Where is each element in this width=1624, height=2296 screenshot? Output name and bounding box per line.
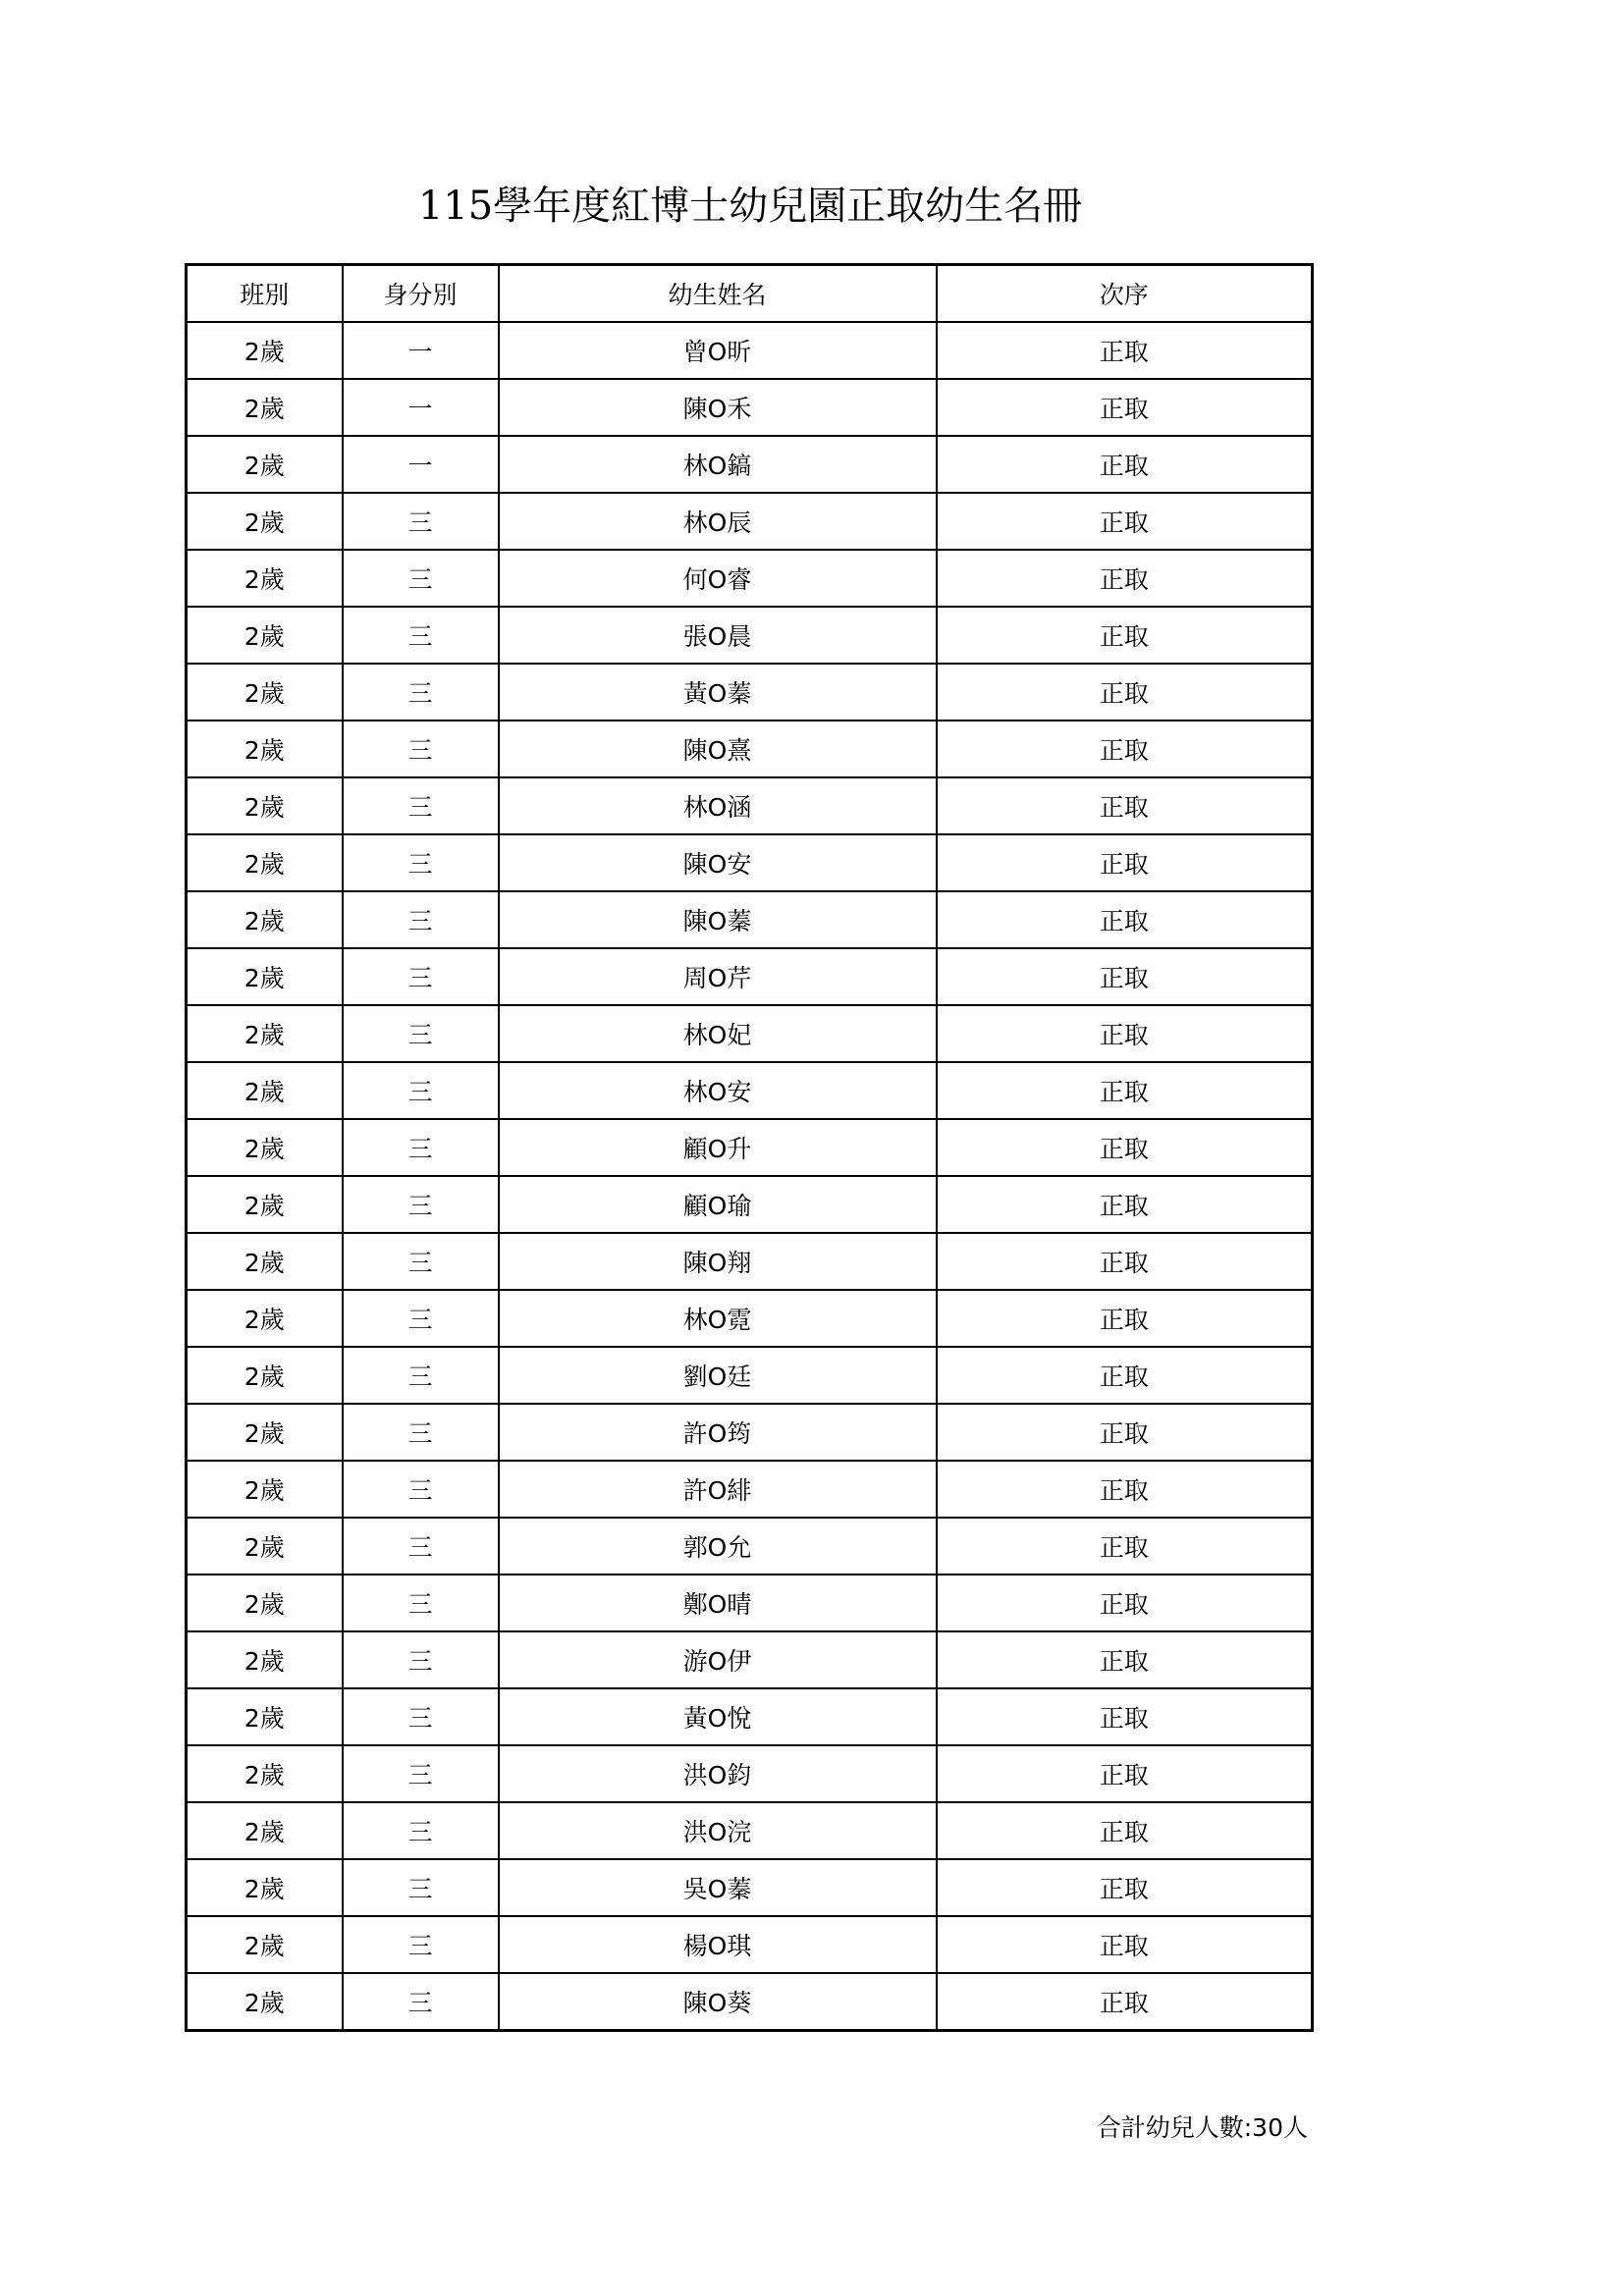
table-row (187, 379, 1313, 436)
cell-class: 2歲 (187, 948, 343, 1005)
cell-class: 2歲 (187, 1290, 343, 1347)
cell-class: 2歲 (187, 721, 343, 777)
cell-class: 2歲 (187, 834, 343, 891)
cell-child-name: 游O伊 (499, 1631, 937, 1688)
cell-identity: 三 (343, 1745, 499, 1802)
cell-identity: 三 (343, 721, 499, 777)
table-row (187, 1005, 1313, 1062)
cell-identity: 三 (343, 1802, 499, 1859)
header-identity: 身分別 (343, 265, 499, 323)
table-row (187, 1859, 1313, 1916)
table-row (187, 1802, 1313, 1859)
table-row (187, 550, 1313, 607)
cell-identity: 三 (343, 1631, 499, 1688)
table-row (187, 1290, 1313, 1347)
cell-order: 正取 (937, 1745, 1313, 1802)
cell-order: 正取 (937, 1859, 1313, 1916)
table-body (187, 322, 1313, 2031)
table-row (187, 948, 1313, 1005)
cell-class: 2歲 (187, 607, 343, 664)
cell-child-name: 顧O瑜 (499, 1176, 937, 1233)
cell-class: 2歲 (187, 1631, 343, 1688)
cell-order: 正取 (937, 607, 1313, 664)
cell-child-name: 吳O蓁 (499, 1859, 937, 1916)
cell-identity: 三 (343, 948, 499, 1005)
cell-identity: 三 (343, 607, 499, 664)
cell-identity: 三 (343, 1005, 499, 1062)
cell-identity: 三 (343, 1062, 499, 1119)
cell-order: 正取 (937, 1575, 1313, 1631)
table-row (187, 1461, 1313, 1518)
cell-child-name: 曾O昕 (499, 322, 937, 379)
cell-order: 正取 (937, 1404, 1313, 1461)
cell-class: 2歲 (187, 1973, 343, 2031)
table-row (187, 436, 1313, 493)
cell-identity: 三 (343, 1575, 499, 1631)
table-row (187, 834, 1313, 891)
cell-identity: 三 (343, 1119, 499, 1176)
cell-class: 2歲 (187, 322, 343, 379)
total-count: 合計幼兒人數:30人 (1096, 2113, 1308, 2142)
table-row (187, 1973, 1313, 2031)
table-row (187, 1062, 1313, 1119)
cell-order: 正取 (937, 777, 1313, 834)
cell-class: 2歲 (187, 1518, 343, 1575)
cell-class: 2歲 (187, 493, 343, 550)
cell-class: 2歲 (187, 664, 343, 721)
cell-order: 正取 (937, 664, 1313, 721)
cell-order: 正取 (937, 1176, 1313, 1233)
cell-child-name: 林O鎬 (499, 436, 937, 493)
cell-order: 正取 (937, 550, 1313, 607)
table-row (187, 1233, 1313, 1290)
header-class: 班別 (187, 265, 343, 323)
header-order: 次序 (937, 265, 1313, 323)
table-row (187, 1404, 1313, 1461)
cell-class: 2歲 (187, 1916, 343, 1973)
cell-class: 2歲 (187, 1233, 343, 1290)
table-row (187, 1916, 1313, 1973)
cell-order: 正取 (937, 1916, 1313, 1973)
cell-class: 2歲 (187, 379, 343, 436)
cell-child-name: 許O筠 (499, 1404, 937, 1461)
table-row (187, 1631, 1313, 1688)
cell-child-name: 林O辰 (499, 493, 937, 550)
cell-order: 正取 (937, 1973, 1313, 2031)
cell-identity: 三 (343, 664, 499, 721)
cell-order: 正取 (937, 1290, 1313, 1347)
table-row (187, 493, 1313, 550)
cell-child-name: 林O妃 (499, 1005, 937, 1062)
cell-child-name: 洪O鈞 (499, 1745, 937, 1802)
cell-order: 正取 (937, 1688, 1313, 1745)
cell-identity: 三 (343, 1916, 499, 1973)
table-header-row (187, 265, 1313, 323)
table-row (187, 1119, 1313, 1176)
cell-child-name: 陳O熹 (499, 721, 937, 777)
cell-order: 正取 (937, 891, 1313, 948)
table-row (187, 721, 1313, 777)
cell-identity: 三 (343, 1518, 499, 1575)
admission-roster-table (185, 263, 1314, 2032)
cell-identity: 三 (343, 777, 499, 834)
cell-identity: 三 (343, 1290, 499, 1347)
cell-child-name: 洪O浣 (499, 1802, 937, 1859)
cell-class: 2歲 (187, 1745, 343, 1802)
cell-identity: 三 (343, 891, 499, 948)
cell-identity: 三 (343, 1404, 499, 1461)
cell-class: 2歲 (187, 1005, 343, 1062)
cell-order: 正取 (937, 1461, 1313, 1518)
cell-child-name: 林O霓 (499, 1290, 937, 1347)
cell-class: 2歲 (187, 1688, 343, 1745)
cell-child-name: 黃O悅 (499, 1688, 937, 1745)
cell-class: 2歲 (187, 1347, 343, 1404)
cell-identity: 三 (343, 493, 499, 550)
cell-child-name: 鄭O晴 (499, 1575, 937, 1631)
cell-class: 2歲 (187, 1802, 343, 1859)
cell-order: 正取 (937, 379, 1313, 436)
cell-order: 正取 (937, 948, 1313, 1005)
cell-identity: 一 (343, 379, 499, 436)
table-row (187, 1518, 1313, 1575)
table-row (187, 607, 1313, 664)
cell-identity: 三 (343, 1176, 499, 1233)
cell-class: 2歲 (187, 436, 343, 493)
cell-child-name: 林O涵 (499, 777, 937, 834)
cell-class: 2歲 (187, 1461, 343, 1518)
cell-identity: 三 (343, 1859, 499, 1916)
table-row (187, 777, 1313, 834)
cell-order: 正取 (937, 1062, 1313, 1119)
cell-order: 正取 (937, 1119, 1313, 1176)
cell-class: 2歲 (187, 1119, 343, 1176)
table-row (187, 664, 1313, 721)
cell-class: 2歲 (187, 1859, 343, 1916)
cell-class: 2歲 (187, 1404, 343, 1461)
cell-order: 正取 (937, 1518, 1313, 1575)
cell-order: 正取 (937, 721, 1313, 777)
cell-child-name: 顧O升 (499, 1119, 937, 1176)
cell-class: 2歲 (187, 550, 343, 607)
table-row (187, 1176, 1313, 1233)
cell-identity: 一 (343, 436, 499, 493)
table-row (187, 891, 1313, 948)
cell-order: 正取 (937, 1347, 1313, 1404)
cell-child-name: 張O晨 (499, 607, 937, 664)
cell-child-name: 陳O翔 (499, 1233, 937, 1290)
cell-class: 2歲 (187, 891, 343, 948)
cell-identity: 三 (343, 1973, 499, 2031)
cell-identity: 三 (343, 550, 499, 607)
cell-child-name: 陳O禾 (499, 379, 937, 436)
cell-identity: 三 (343, 834, 499, 891)
cell-child-name: 林O安 (499, 1062, 937, 1119)
table-row (187, 1745, 1313, 1802)
table-row (187, 1688, 1313, 1745)
document-title: 115學年度紅博士幼兒園正取幼生名冊 (417, 184, 1083, 229)
cell-order: 正取 (937, 834, 1313, 891)
cell-child-name: 何O睿 (499, 550, 937, 607)
cell-order: 正取 (937, 322, 1313, 379)
cell-class: 2歲 (187, 1062, 343, 1119)
cell-identity: 一 (343, 322, 499, 379)
cell-child-name: 黃O蓁 (499, 664, 937, 721)
cell-child-name: 劉O廷 (499, 1347, 937, 1404)
cell-order: 正取 (937, 1005, 1313, 1062)
table-row (187, 1347, 1313, 1404)
cell-class: 2歲 (187, 1575, 343, 1631)
cell-child-name: 陳O安 (499, 834, 937, 891)
cell-child-name: 許O緋 (499, 1461, 937, 1518)
cell-class: 2歲 (187, 1176, 343, 1233)
cell-class: 2歲 (187, 777, 343, 834)
cell-order: 正取 (937, 1631, 1313, 1688)
cell-child-name: 楊O琪 (499, 1916, 937, 1973)
cell-order: 正取 (937, 493, 1313, 550)
cell-order: 正取 (937, 1802, 1313, 1859)
cell-identity: 三 (343, 1233, 499, 1290)
cell-child-name: 陳O蓁 (499, 891, 937, 948)
cell-identity: 三 (343, 1688, 499, 1745)
cell-identity: 三 (343, 1461, 499, 1518)
cell-identity: 三 (343, 1347, 499, 1404)
cell-child-name: 陳O葵 (499, 1973, 937, 2031)
cell-order: 正取 (937, 1233, 1313, 1290)
table-row (187, 1575, 1313, 1631)
table-row (187, 322, 1313, 379)
cell-child-name: 郭O允 (499, 1518, 937, 1575)
cell-order: 正取 (937, 436, 1313, 493)
header-child-name: 幼生姓名 (499, 265, 937, 323)
cell-child-name: 周O芹 (499, 948, 937, 1005)
